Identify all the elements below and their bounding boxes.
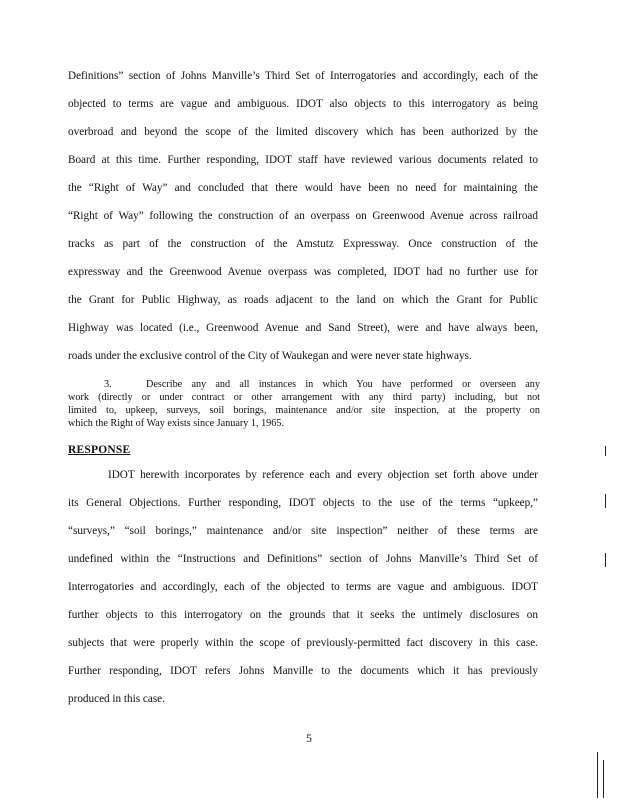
paragraph-line: objected to terms are vague and ambiguous. IDOT also objects to this interrogatory as being — [68, 98, 538, 110]
scan-mark — [605, 494, 606, 508]
response-line: Further responding, IDOT refers Johns Manville to the documents which it has previously — [68, 665, 538, 677]
response-line: its General Objections. Further responding, IDOT objects to the use of the terms “upkeep,” — [68, 497, 538, 509]
response-line: undefined within the “Instructions and Definitions” section of Johns Manville’s Third Set of — [68, 553, 538, 565]
response-line: Interrogatories and accordingly, each of the objected to terms are vague and ambiguous. IDOT — [68, 581, 538, 593]
paragraph-line: overbroad and beyond the scope of the limited discovery which has been authorized by the — [68, 126, 538, 138]
paragraph-line: the Grant for Public Highway, as roads adjacent to the land on which the Grant for Public — [68, 294, 538, 306]
paragraph-line: Board at this time. Further responding, IDOT staff have reviewed various documents related to — [68, 154, 538, 166]
question-text: Describe any and all instances in which You have performed or overseen any — [146, 379, 540, 390]
question-line: which the Right of Way exists since January 1, 1965. — [68, 418, 285, 429]
paragraph-line: “Right of Way” following the construction of an overpass on Greenwood Avenue across railroad — [68, 210, 538, 222]
response-line: IDOT herewith incorporates by reference each and every objection set forth above under — [108, 469, 538, 481]
response-line: further objects to this interrogatory on the grounds that it seeks the untimely disclosures on — [68, 609, 538, 621]
response-heading: RESPONSE — [68, 444, 131, 456]
question-line: limited to, upkeep, surveys, soil borings, maintenance and/or site inspection, at the property on — [68, 405, 540, 416]
question-line: work (directly or under contract or other arrangement with any third party) including, but not — [68, 392, 540, 403]
paragraph-line: the “Right of Way” and concluded that there would have been no need for maintaining the — [68, 182, 538, 194]
response-line: produced in this case. — [68, 693, 165, 705]
scan-mark — [603, 760, 604, 798]
page-number: 5 — [306, 733, 312, 745]
response-line: subjects that were properly within the scope of previously-permitted fact discovery in this case. — [68, 637, 538, 649]
paragraph-line: roads under the exclusive control of the City of Waukegan and were never state highways. — [68, 350, 472, 362]
paragraph-line: Definitions” section of Johns Manville’s Third Set of Interrogatories and accordingly, each of the — [68, 70, 538, 82]
scan-mark — [605, 446, 606, 456]
scan-mark — [597, 752, 598, 798]
question-number: 3. — [104, 379, 112, 390]
paragraph-line: tracks as part of the construction of the Amstutz Expressway. Once construction of the — [68, 238, 538, 250]
scan-mark — [605, 553, 606, 567]
paragraph-line: Highway was located (i.e., Greenwood Avenue and Sand Street), were and have always been, — [68, 322, 538, 334]
paragraph-line: expressway and the Greenwood Avenue overpass was completed, IDOT had no further use for — [68, 266, 538, 278]
response-line: “surveys,” “soil borings,” maintenance and/or site inspection” neither of these terms are — [68, 525, 538, 537]
